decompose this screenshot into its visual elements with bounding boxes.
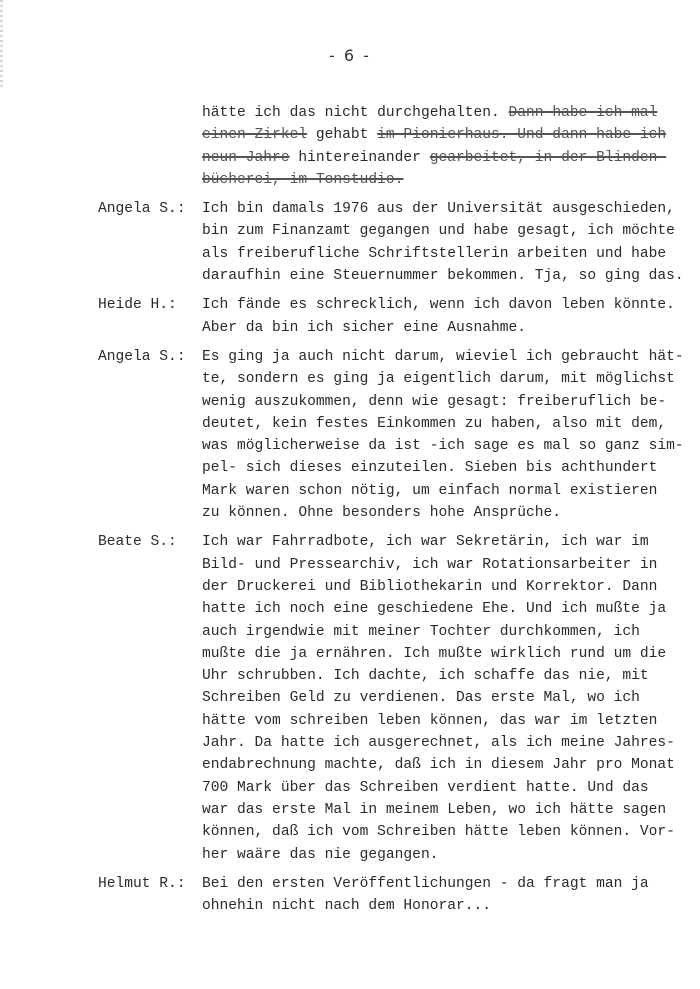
struck-text: neun Jahre xyxy=(202,149,290,166)
text-line xyxy=(202,147,688,169)
text-line: deutet, kein festes Einkommen zu haben, also mit dem, xyxy=(202,415,667,432)
speaker-text xyxy=(202,294,688,339)
speaker-block xyxy=(98,873,688,918)
text-line: Ich war Fahrradbote, ich war Sekretärin, ich war im xyxy=(202,534,649,551)
speaker-text xyxy=(202,873,688,918)
speaker-label: Helmut R.: xyxy=(98,875,186,892)
text-segment: gehabt xyxy=(307,127,378,144)
speaker-blocks xyxy=(98,198,688,917)
struck-text: Dann habe ich mal xyxy=(508,105,658,121)
text-line: mußte die ja ernähren. Ich mußte wirklich rund um die xyxy=(202,645,667,662)
text-line: Es ging ja auch nicht darum, wieviel ich gebraucht hät- xyxy=(202,348,684,365)
text-line xyxy=(202,124,688,146)
text-line: Schreiben Geld zu verdienen. Das erste Mal, wo ich xyxy=(202,690,640,707)
speaker-block xyxy=(98,198,688,287)
struck-text: bücherei, im Tonstudio. xyxy=(202,171,404,188)
speaker-block xyxy=(98,346,688,524)
speaker-text xyxy=(202,531,688,865)
scan-edge-mark xyxy=(0,0,3,90)
text-line: war das erste Mal in meinem Leben, wo ich hätte sagen xyxy=(202,801,667,818)
text-line: hätte vom schreiben leben können, das war im letzten xyxy=(202,712,658,729)
speaker-label: Beate S.: xyxy=(98,534,177,551)
text-line: Aber da bin ich sicher eine Ausnahme. xyxy=(202,319,527,336)
text-line: Bei den ersten Veröffentlichungen - da fragt man ja xyxy=(202,875,649,892)
speaker-label: Angela S.: xyxy=(98,201,186,218)
text-line: 700 Mark über das Schreiben verdient hatte. Und das xyxy=(202,779,649,796)
text-segment: hätte ich das nicht durchgehalten. xyxy=(202,105,509,121)
text-line: pel- sich dieses einzuteilen. Sieben bis achthundert xyxy=(202,460,658,477)
text-line: Bild- und Pressearchiv, ich war Rotationsarbeiter in xyxy=(202,556,658,573)
text-line: bin zum Finanzamt gegangen und habe gesagt, ich möchte xyxy=(202,223,675,240)
text-line: te, sondern es ging ja eigentlich darum, mit möglichst xyxy=(202,371,675,388)
speaker-block xyxy=(98,294,688,339)
struck-text: gearbeitet, in der Blinden- xyxy=(429,149,667,166)
struck-text: einen Zirkel xyxy=(202,127,308,144)
text-line: Jahr. Da hatte ich ausgerechnet, als ich meine Jahres- xyxy=(202,735,675,752)
speaker-text xyxy=(202,198,688,287)
text-line: Uhr schrubben. Ich dachte, ich schaffe das nie, mit xyxy=(202,668,649,685)
text-line: hatte ich noch eine geschiedene Ehe. Und ich mußte ja xyxy=(202,601,667,618)
text-line: der Druckerei und Bibliothekarin und Korrektor. Dann xyxy=(202,578,658,595)
text-line: wenig auszukommen, denn wie gesagt: freiberuflich be- xyxy=(202,393,667,410)
text-segment: hintereinander xyxy=(289,149,430,166)
speaker-text xyxy=(202,346,688,524)
continuation-paragraph xyxy=(98,102,688,191)
text-line: auch irgendwie mit meiner Tochter durchkommen, ich xyxy=(202,623,640,640)
text-line xyxy=(202,102,688,124)
text-line: können, daß ich vom Schreiben hätte leben können. Vor- xyxy=(202,824,675,841)
text-line: Mark waren schon nötig, um einfach normal existieren xyxy=(202,482,658,499)
text-line: daraufhin eine Steuernummer bekommen. Tja, so ging das. xyxy=(202,268,684,285)
text-line: als freiberufliche Schriftstellerin arbeiten und habe xyxy=(202,245,667,262)
text-line: was möglicherweise da ist -ich sage es mal so ganz sim- xyxy=(202,438,684,455)
speaker-label: Heide H.: xyxy=(98,297,177,314)
text-line: ohnehin nicht nach dem Honorar... xyxy=(202,898,492,915)
continuation-text xyxy=(202,102,688,191)
text-line: her waäre das nie gegangen. xyxy=(202,846,439,863)
speaker-block xyxy=(98,531,688,865)
page-number: - 6 - xyxy=(329,46,371,65)
text-line: Ich fände es schrecklich, wenn ich davon leben könnte. xyxy=(202,297,675,314)
speaker-label-empty xyxy=(98,102,202,191)
text-line xyxy=(202,169,688,191)
text-line: Ich bin damals 1976 aus der Universität ausgeschieden, xyxy=(202,201,675,218)
struck-text: im Pionierhaus. Und dann habe ich xyxy=(377,127,667,144)
text-line: zu können. Ohne besonders hohe Ansprüche. xyxy=(202,505,562,522)
text-line: endabrechnung machte, daß ich in diesem Jahr pro Monat xyxy=(202,757,675,774)
speaker-label: Angela S.: xyxy=(98,348,186,365)
transcript-body xyxy=(98,102,688,924)
